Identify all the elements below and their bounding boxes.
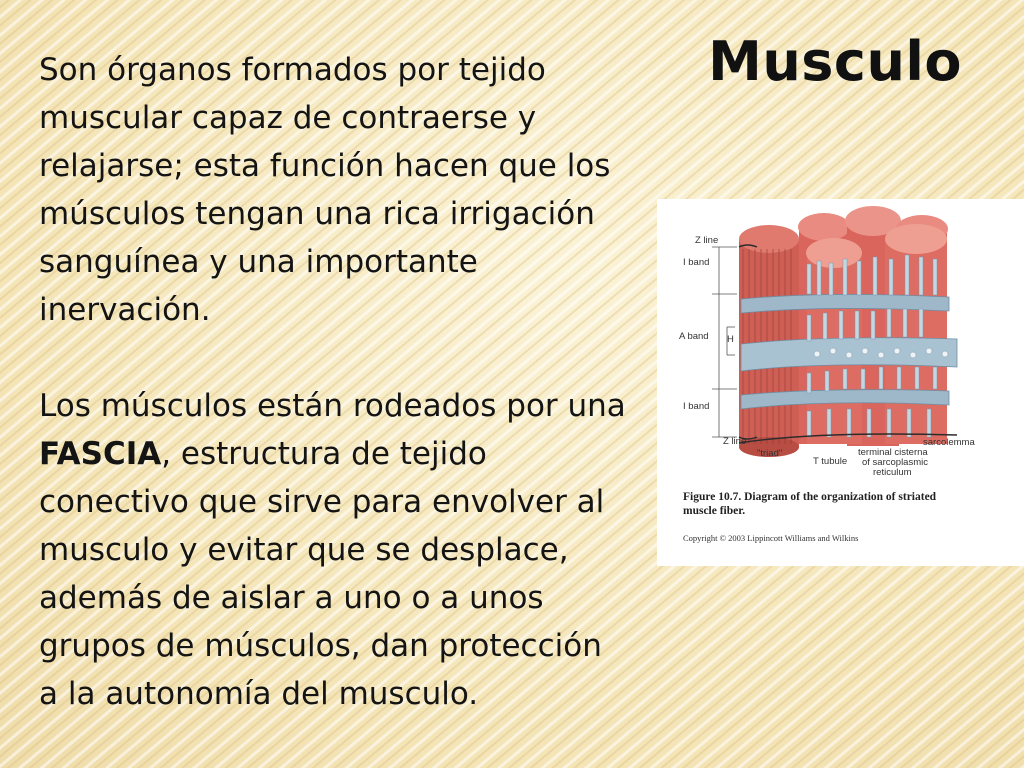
label-z-line-bottom: Z line	[723, 436, 747, 447]
label-h: H	[727, 334, 734, 345]
label-i-band-top: I band	[683, 257, 710, 268]
label-of-sarcoplasmic: of sarcoplasmic	[862, 457, 928, 468]
body-text	[39, 46, 629, 718]
figure-caption-line1: Figure 10.7. Diagram of the organization of striated	[683, 491, 937, 503]
label-sarcolemma: sarcolemma	[923, 437, 975, 448]
fascia-text-after: , estructura de tejido conectivo que sirve para envolver al musculo y evitar que se desplace, además de aislar a uno o a unos grupos de músculos, dan protección a la autonomía del musculo.	[39, 436, 605, 712]
label-z-line-top: Z line	[695, 235, 719, 246]
slide-title: Musculo	[708, 30, 962, 93]
muscle-fiber-diagram	[657, 199, 1024, 566]
fascia-text-before: Los músculos están rodeados por una	[39, 388, 626, 424]
muscle-fiber-figure	[657, 199, 1024, 566]
figure-copyright: Copyright © 2003 Lippincott Williams and Wilkins	[683, 533, 859, 543]
label-terminal-cisterna: terminal cisterna	[858, 447, 928, 458]
fascia-term: FASCIA	[39, 436, 162, 472]
paragraph-fascia	[39, 382, 629, 718]
label-triad: "triad"	[757, 448, 783, 459]
figure-caption-line2: muscle fiber.	[683, 505, 746, 517]
label-a-band: A band	[679, 331, 709, 342]
label-t-tubule: T tubule	[813, 456, 848, 467]
label-i-band-bottom: I band	[683, 401, 710, 412]
paragraph-muscle-definition: Son órganos formados por tejido muscular capaz de contraerse y relajarse; esta función hacen que los músculos tengan una rica irrigación sanguínea y una importante inervación.	[39, 52, 611, 328]
label-reticulum: reticulum	[873, 467, 912, 478]
